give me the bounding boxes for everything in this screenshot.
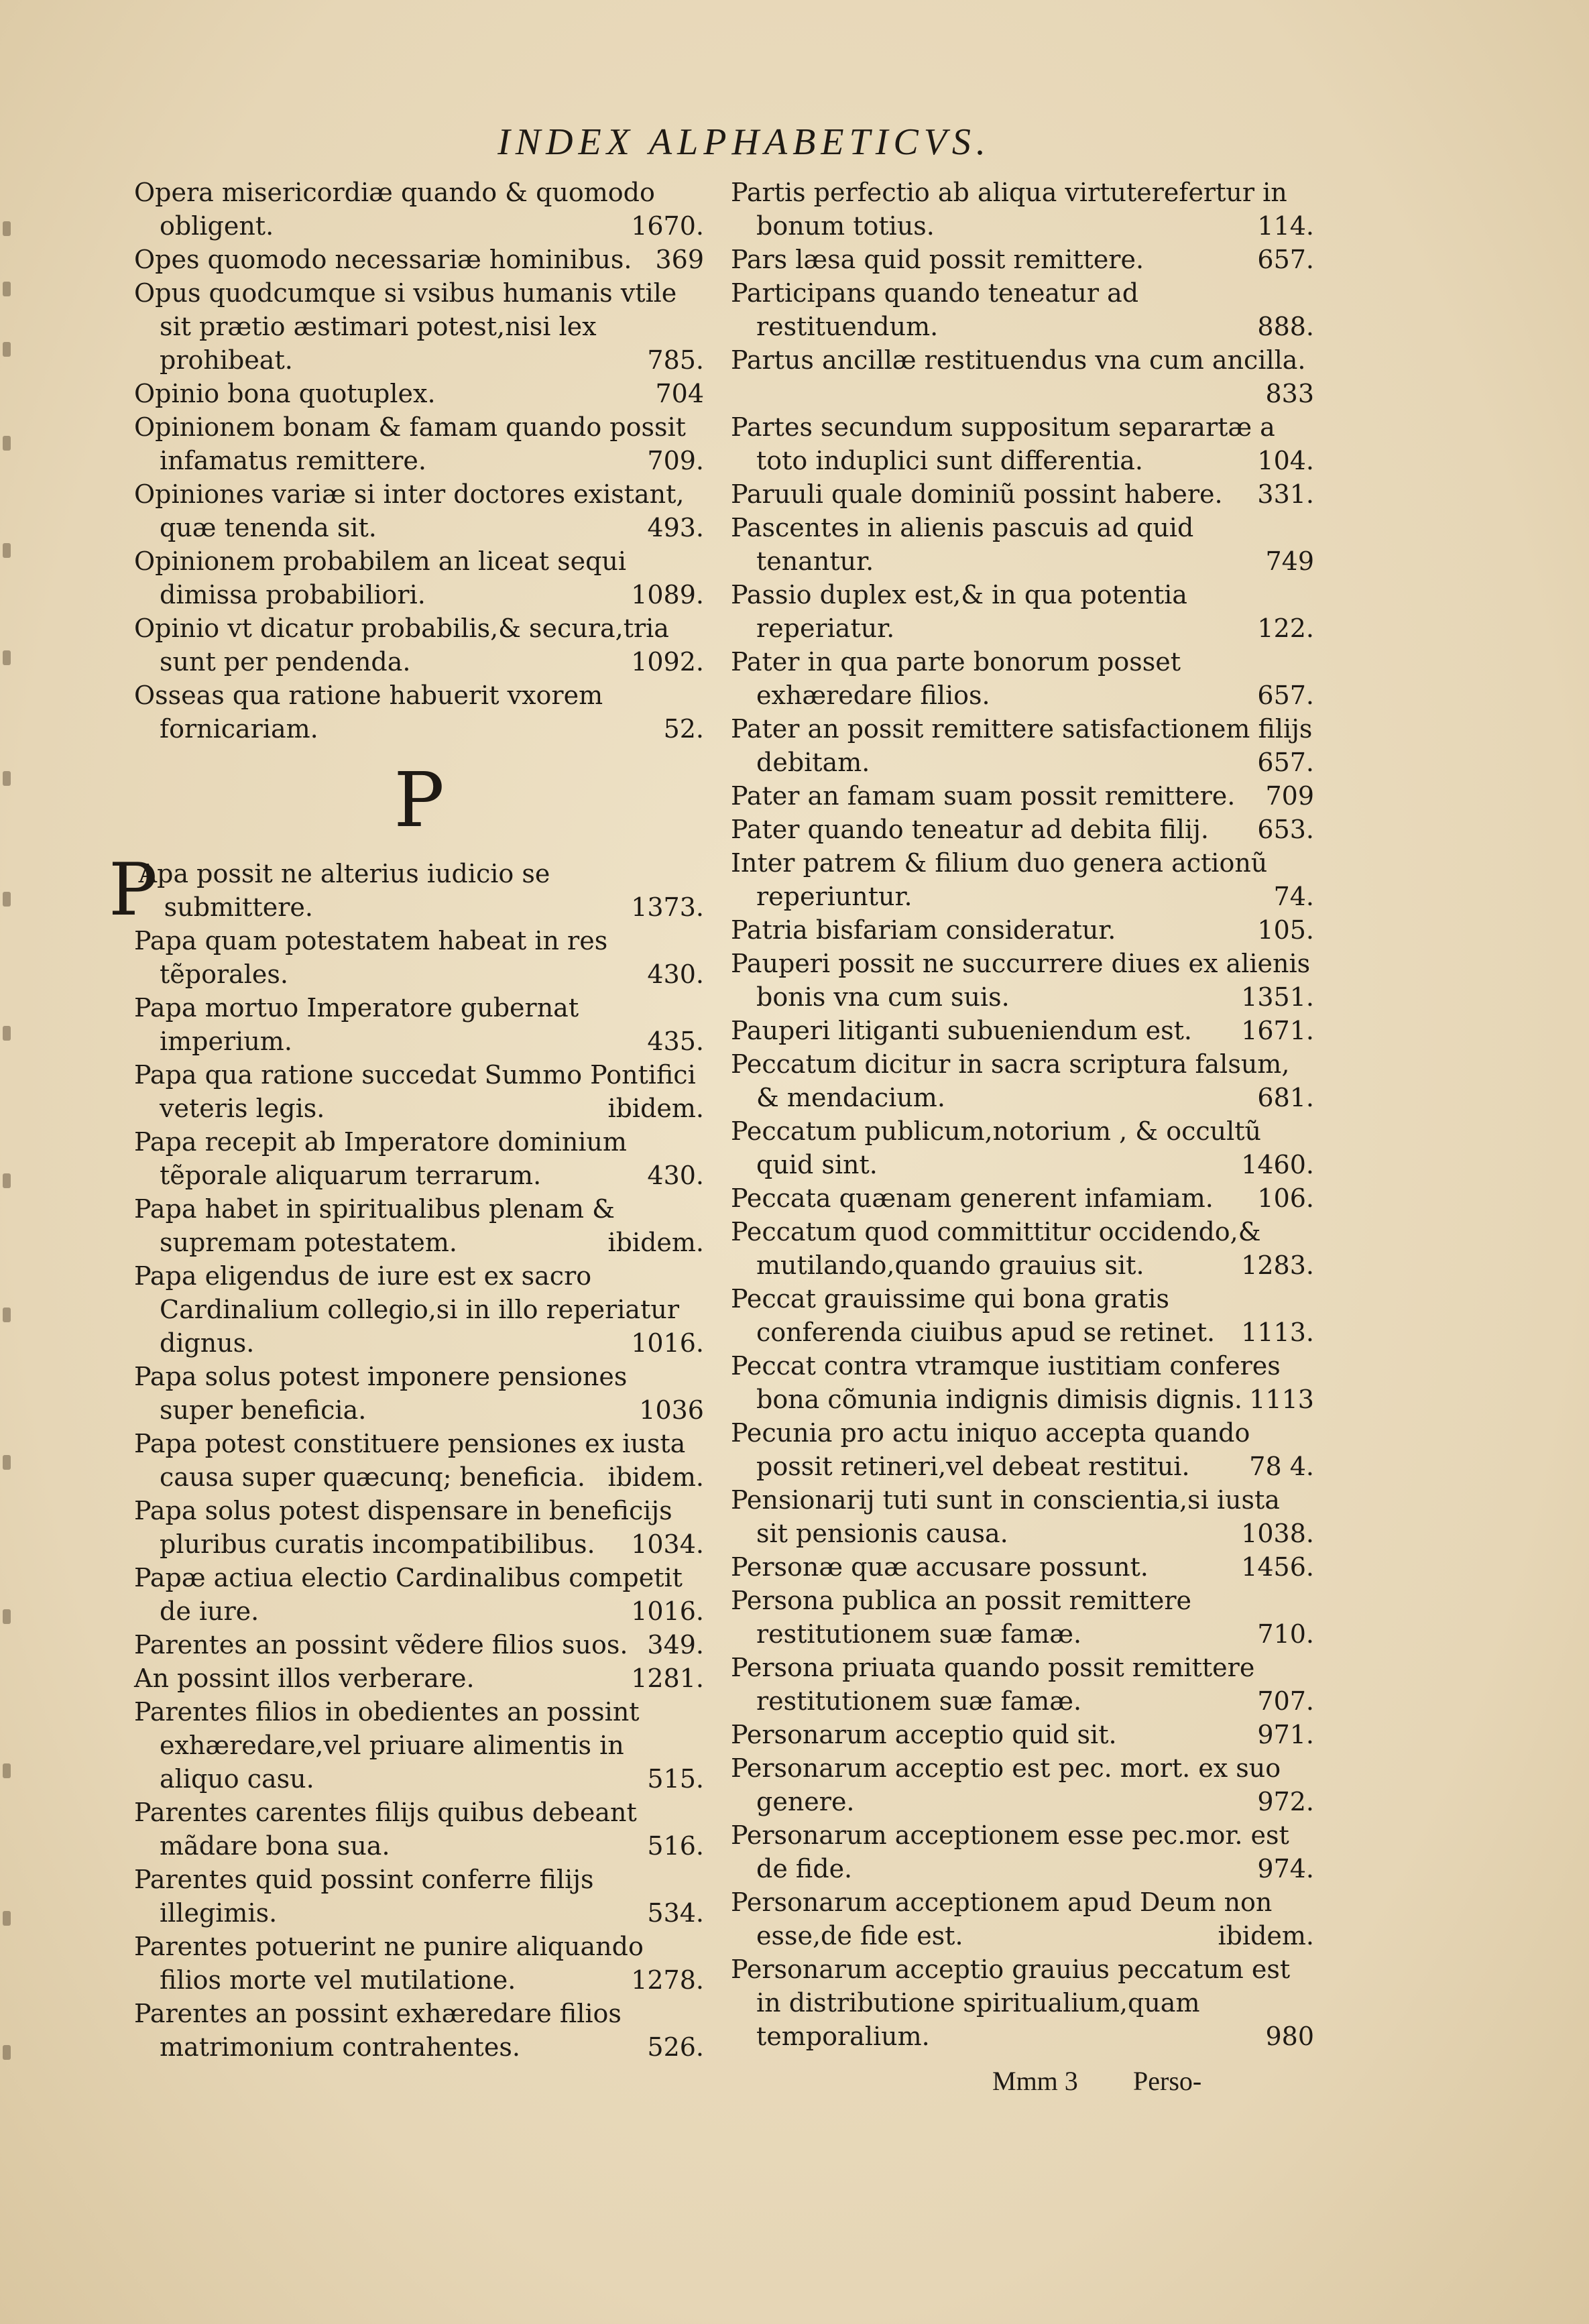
entry-text: Pater in qua parte bonorum posset exhæredare filios. [731,647,1181,710]
entry-page-number: 972. [1257,1787,1314,1816]
index-entry [731,712,1314,779]
entry-text: Papa solus potest dispensare in beneficijs pluribus curatis incompatibilibus. [134,1496,672,1559]
index-entry [134,1192,704,1259]
index-entry [134,924,704,991]
entry-page-number: ibidem. [1218,1921,1314,1951]
index-entry [731,1014,1314,1047]
entry-page-number: 1034. [631,1529,704,1559]
entry-page-number: 1460. [1241,1150,1314,1179]
entry-text: Paruuli quale dominiũ possint habere. [731,479,1223,509]
entry-text: Papa qua ratione succedat Summo Pontifici veteris legis. [134,1060,696,1123]
entry-page-number: 1283. [1241,1251,1314,1280]
entry-page-number: 1016. [631,1596,704,1626]
entry-text: Opiniones variæ si inter doctores existant, quæ tenenda sit. [134,479,685,542]
entry-page-number: 707. [1257,1686,1314,1716]
entry-text: Papa potest constituere pensiones ex iusta causa super quæcunq; beneficia. [134,1429,686,1492]
entry-text: Peccata quænam generent infamiam. [731,1183,1214,1213]
right-column [731,176,1314,2053]
entry-text: Personarum acceptio grauius peccatum est in distributione spiritualium,quam temporalium. [731,1955,1291,2051]
index-entry [731,343,1314,410]
index-entry [731,1550,1314,1584]
entry-page-number: 749 [1265,546,1314,576]
entry-page-number: 78 4. [1249,1452,1314,1481]
entry-page-number: 710. [1257,1619,1314,1649]
index-entry [134,1125,704,1192]
entry-page-number: ibidem. [607,1094,704,1123]
index-entry [731,1215,1314,1282]
entry-page-number: 104. [1257,446,1314,475]
entry-text: Peccat grauissime qui bona gratis conferenda ciuibus apud se retinet. [731,1284,1216,1347]
index-entry [134,1058,704,1125]
entry-text: Peccatum publicum,notorium , & occultũ quid sint. [731,1116,1262,1179]
signature-mark: Mmm 3 [992,2066,1078,2096]
index-entry [134,1930,704,1997]
entry-page-number: 74. [1273,882,1314,911]
entry-page-number: 1373. [631,892,704,922]
entry-text: Apa possit ne alterius iudicio se submittere. [138,859,550,922]
entry-text: Pensionarij tuti sunt in conscientia,si iusta sit pensionis causa. [731,1485,1280,1548]
index-entry [134,1259,704,1360]
entry-text: Patria bisfariam consideratur. [731,915,1116,945]
running-head: INDEX ALPHABETICVS. [497,121,991,163]
entry-page-number: 430. [647,960,704,989]
index-entry [731,276,1314,343]
index-entry [731,779,1314,813]
entry-page-number: 657. [1257,245,1314,274]
entry-page-number: 106. [1257,1183,1314,1213]
entry-page-number: 331. [1257,479,1314,509]
index-entry [134,176,704,243]
entry-text: Parentes quid possint conferre filijs illegimis. [134,1865,594,1928]
index-entry [731,1651,1314,1718]
entry-page-number: 681. [1257,1083,1314,1112]
entry-page-number: 52. [663,714,704,744]
gutter-show-through [0,168,20,2112]
index-entry [134,612,704,679]
index-entry [731,813,1314,846]
index-entry [731,645,1314,712]
index-entry [134,679,704,746]
left-column [109,176,704,2064]
index-entry [731,1953,1314,2053]
index-entry [731,1751,1314,1818]
index-entry [134,1628,704,1662]
index-entry [134,1796,704,1863]
index-entry [731,947,1314,1014]
index-entry [134,1561,704,1628]
entry-page-number: 1281. [631,1664,704,1693]
drop-capital: P [109,848,158,932]
index-entry [731,1584,1314,1651]
entry-page-number: 534. [647,1898,704,1928]
entry-page-number: 1016. [631,1328,704,1358]
entry-page-number: ibidem. [607,1462,704,1492]
entry-page-number: 105. [1257,915,1314,945]
right-entries [731,176,1314,2053]
entry-page-number: 515. [647,1764,704,1794]
entry-text: Opinionem probabilem an liceat sequi dimissa probabiliori. [134,546,627,609]
entry-text: Inter patrem & filium duo genera actionũ reperiuntur. [731,848,1268,911]
entry-text: Pauperi possit ne succurrere diues ex alienis bonis vna cum suis. [731,949,1311,1012]
entry-text: Partes secundum suppositum separartæ a toto induplici sunt differentia. [731,412,1275,475]
entry-text: Papa eligendus de iure est ex sacro Cardinalium collegio,si in illo reperiatur dignus. [134,1261,679,1358]
entry-page-number: 1113. [1241,1318,1314,1347]
entry-text: Personarum acceptio quid sit. [731,1720,1117,1749]
entry-text: Pater quando teneatur ad debita filij. [731,815,1209,844]
index-entry [134,1360,704,1427]
entry-text: Parentes an possint exhæredare filios matrimonium contrahentes. [134,1999,622,2062]
entry-page-number: 369 [655,245,704,274]
entry-page-number: 1670. [631,211,704,241]
entry-page-number: 430. [647,1161,704,1190]
index-entry [134,1863,704,1930]
index-entry [134,410,704,477]
index-entry [731,578,1314,645]
left-entries-o [134,176,704,746]
entry-text: Parentes filios in obedientes an possint exhæredare,vel priuare alimentis in aliquo casu. [134,1697,640,1794]
entry-text: Pauperi litiganti subueniendum est. [731,1016,1192,1045]
entry-page-number: 349. [647,1630,704,1660]
entry-page-number: 122. [1257,614,1314,643]
entry-text: Parentes an possint vẽdere filios suos. [134,1630,628,1660]
index-entry [731,1818,1314,1885]
entry-text: Papæ actiua electio Cardinalibus competit de iure. [134,1563,683,1626]
index-entry [134,243,704,276]
index-entry [731,1349,1314,1416]
index-entry [731,243,1314,276]
entry-text: Personarum acceptio est pec. mort. ex suo genere. [731,1753,1281,1816]
entry-page-number: 516. [647,1831,704,1861]
entry-page-number: 833 [1265,379,1314,408]
entry-text: Opinionem bonam & famam quando possit infamatus remittere. [134,412,686,475]
index-entry [134,1427,704,1494]
entry-text: An possint illos verberare. [134,1664,475,1693]
index-entry [134,1997,704,2064]
entry-page-number: 657. [1257,681,1314,710]
index-entry [134,1494,704,1561]
entry-text: Papa recepit ab Imperatore dominium tẽporale aliquarum terrarum. [134,1127,627,1190]
entry-page-number: 704 [655,379,704,408]
index-entry [731,477,1314,511]
index-entry [134,991,704,1058]
entry-text: Pascentes in alienis pascuis ad quid tenantur. [731,513,1194,576]
entry-page-number: ibidem. [607,1228,704,1257]
entry-page-number: 1113 [1249,1385,1314,1414]
entry-text: Papa quam potestatem habeat in res tẽporales. [134,926,608,989]
entry-text: Opinio vt dicatur probabilis,& secura,tria sunt per pendenda. [134,614,669,677]
entry-text: Pars læsa quid possit remittere. [731,245,1144,274]
entry-page-number: 526. [647,2032,704,2062]
index-entry [731,410,1314,477]
entry-page-number: 1671. [1241,1016,1314,1045]
entry-text: Personæ quæ accusare possunt. [731,1552,1149,1582]
index-entry [731,1483,1314,1550]
entry-page-number: 709. [647,446,704,475]
entry-text: Partus ancillæ restituendus vna cum ancilla. [731,345,1306,375]
entry-text: Personarum acceptionem apud Deum non esse,de fide est. [731,1887,1273,1951]
index-entry [134,1662,704,1695]
entry-text: Osseas qua ratione habuerit vxorem fornicariam. [134,681,603,744]
entry-text: Pater an famam suam possit remittere. [731,781,1236,811]
index-entry [134,477,704,544]
index-entry [134,276,704,377]
entry-text: Papa mortuo Imperatore gubernat imperium. [134,993,579,1056]
index-entry [731,1114,1314,1181]
index-entry [134,377,704,410]
entry-page-number: 114. [1257,211,1314,241]
entry-page-number: 980 [1265,2022,1314,2051]
index-entry [731,846,1314,913]
entry-text: Papa solus potest imponere pensiones super beneficia. [134,1362,628,1425]
entry-page-number: 1038. [1241,1519,1314,1548]
catchword: Perso- [1133,2066,1202,2096]
entry-text: Pecunia pro actu iniquo accepta quando possit retineri,vel debeat restitui. [731,1418,1250,1481]
entry-text: Opera misericordiæ quando & quomodo obligent. [134,178,655,241]
entry-text: Passio duplex est,& in qua potentia reperiatur. [731,580,1187,643]
page-footer [992,2065,1201,2097]
section-letter: P [394,757,445,844]
index-entry [731,1282,1314,1349]
entry-page-number: 657. [1257,748,1314,777]
index-entry [731,1718,1314,1751]
entry-text: Personarum acceptionem esse pec.mor. est de fide. [731,1820,1289,1883]
index-entry [731,1181,1314,1215]
entry-text: Parentes carentes filijs quibus debeant mãdare bona sua. [134,1798,637,1861]
entry-page-number: 435. [647,1027,704,1056]
entry-page-number: 1456. [1241,1552,1314,1582]
index-entry [731,1885,1314,1953]
entry-page-number: 653. [1257,815,1314,844]
entry-text: Pater an possit remittere satisfactionem filijs debitam. [731,714,1313,777]
entry-page-number: 1351. [1241,982,1314,1012]
index-entry [731,511,1314,578]
entry-text: Opinio bona quotuplex. [134,379,436,408]
entry-page-number: 1092. [631,647,704,677]
index-entry [731,176,1314,243]
entry-text: Peccatum dicitur in sacra scriptura falsum, & mendacium. [731,1049,1290,1112]
entry-text: Partis perfectio ab aliqua virtuterefertur in bonum totius. [731,178,1287,241]
entry-text: Opes quomodo necessariæ hominibus. [134,245,632,274]
index-entry [731,1047,1314,1114]
entry-text: Participans quando teneatur ad restituendum. [731,278,1139,341]
entry-text: Opus quodcumque si vsibus humanis vtile sit prætio æstimari potest,nisi lex prohibeat. [134,278,677,375]
entry-page-number: 1089. [631,580,704,609]
entry-page-number: 888. [1257,312,1314,341]
entry-page-number: 971. [1257,1720,1314,1749]
entry-text: Peccatum quod committitur occidendo,& mutilando,quando grauius sit. [731,1217,1261,1280]
left-entries-p [134,924,704,2064]
entry-page-number: 1036 [639,1395,704,1425]
entry-page-number: 1278. [631,1965,704,1995]
entry-page-number: 974. [1257,1854,1314,1883]
index-entry [134,1695,704,1796]
entry-text: Parentes potuerint ne punire aliquando filios morte vel mutilatione. [134,1932,644,1995]
index-entry [731,1416,1314,1483]
index-entry [134,544,704,612]
index-entry-first-p [109,848,704,932]
index-entry [731,913,1314,947]
entry-text: Papa habet in spiritualibus plenam & supremam potestatem. [134,1194,615,1257]
entry-text: Peccat contra vtramque iustitiam conferes bona cõmunia indignis dimisis dignis. [731,1351,1281,1414]
entry-page-number: 709 [1265,781,1314,811]
entry-page-number: 493. [647,513,704,542]
entry-page-number: 785. [647,345,704,375]
entry-text: Persona publica an possit remittere restitutionem suæ famæ. [731,1586,1191,1649]
entry-text: Persona priuata quando possit remittere restitutionem suæ famæ. [731,1653,1255,1716]
